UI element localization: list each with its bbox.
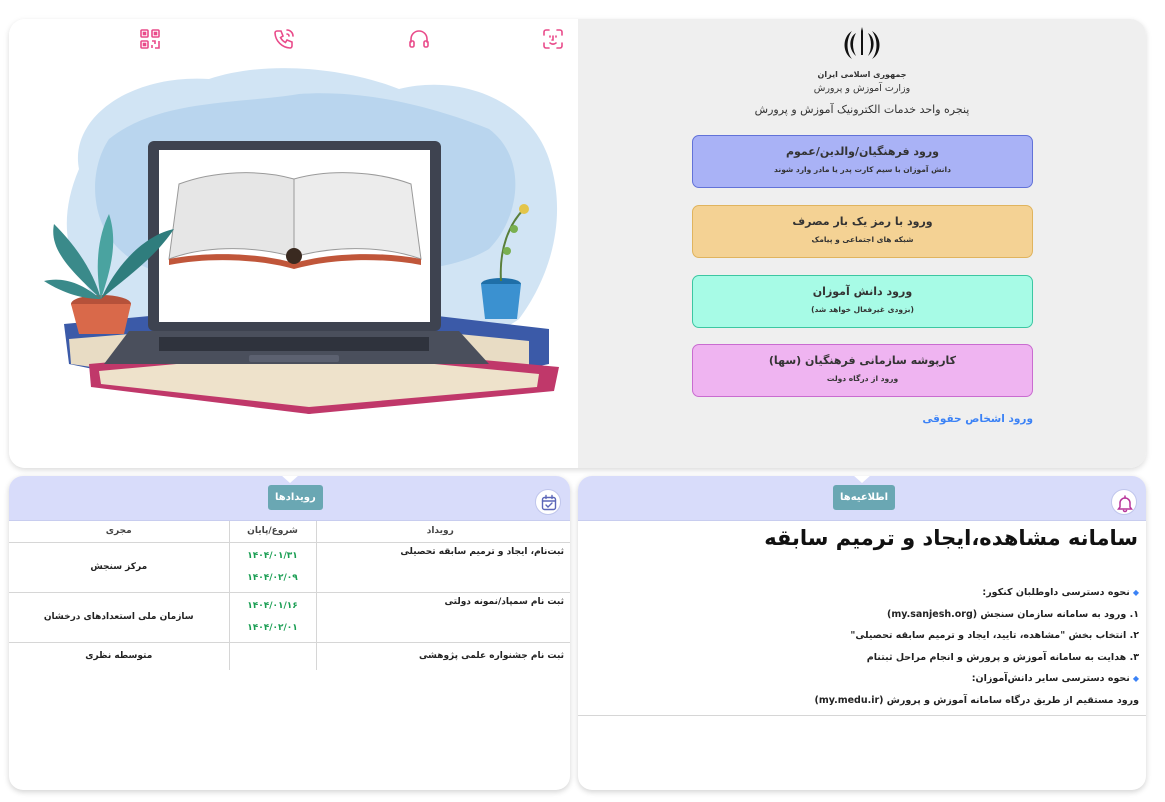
iran-emblem-logo bbox=[842, 25, 882, 61]
news-header bbox=[578, 476, 1146, 521]
login-button-subtitle: دانش آموزان با سیم کارت پدر یا مادر وارد شوند bbox=[774, 165, 951, 174]
news-line-text: ۱. ورود به سامانه سازمان سنجش (my.sanjesh.org) bbox=[887, 609, 1139, 620]
login-button-title: ورود دانش آموزان bbox=[812, 285, 913, 298]
login-button-subtitle: شبکه های اجتماعی و پیامک bbox=[811, 235, 914, 244]
diamond-bullet-icon: ◆ bbox=[1132, 588, 1139, 597]
events-header bbox=[9, 476, 570, 521]
news-title: سامانه مشاهده،ایجاد و ترمیم سابقه bbox=[764, 526, 1138, 550]
event-organizer: متوسطه نظری bbox=[9, 642, 229, 670]
news-line bbox=[887, 609, 1139, 620]
col-header-event: رویداد bbox=[316, 521, 570, 542]
news-line-text: ورود مستقیم از طریق درگاه سامانه آموزش و پرورش (my.medu.ir) bbox=[814, 695, 1139, 706]
event-organizer: مرکز سنجش bbox=[9, 542, 229, 592]
col-header-organizer: مجری bbox=[9, 521, 229, 542]
news-line bbox=[815, 695, 1139, 706]
events-tab-label[interactable]: رویدادها bbox=[268, 485, 323, 510]
news-line-text: ۳. هدایت به سامانه آموزش و پرورش و انجام مراحل ثبتنام bbox=[866, 652, 1139, 663]
news-line bbox=[972, 673, 1139, 684]
login-button-title: کارپوشه سازمانی فرهنگیان (سها) bbox=[768, 354, 957, 367]
ministry-name: وزارت آموزش و پرورش bbox=[813, 83, 911, 94]
events-table-header bbox=[9, 521, 570, 542]
news-line-text: نحوه دسترسی داوطلبان کنکور: bbox=[982, 587, 1130, 598]
event-organizer: سازمان ملی استعدادهای درخشان bbox=[9, 592, 229, 642]
event-name: ثبت نام سمپاد/نمونه دولتی bbox=[316, 592, 570, 642]
table-row[interactable] bbox=[9, 592, 570, 642]
events-card bbox=[9, 476, 570, 790]
news-card bbox=[578, 476, 1146, 790]
table-row[interactable] bbox=[9, 642, 570, 670]
news-tab-label[interactable]: اطلاعیه‌ها bbox=[833, 485, 895, 510]
header-notch bbox=[281, 476, 299, 483]
event-dates bbox=[229, 542, 316, 592]
login-button-title: ورود فرهنگیان/والدین/عموم bbox=[785, 145, 940, 158]
login-saha-button[interactable] bbox=[692, 344, 1033, 397]
laptop-books-illustration bbox=[9, 19, 578, 468]
news-line-text: ۲. انتخاب بخش "مشاهده، تایید، ایجاد و ترمیم سابقه تحصیلی" bbox=[850, 630, 1139, 641]
login-button-title: ورود با رمز یک بار مصرف bbox=[792, 215, 933, 228]
top-card bbox=[9, 19, 1146, 468]
news-body bbox=[578, 521, 1146, 716]
news-line bbox=[867, 652, 1139, 663]
events-table bbox=[9, 521, 570, 670]
news-line bbox=[982, 587, 1139, 598]
event-name: ثبت‌نام، ایجاد و ترمیم سابقه تحصیلی bbox=[316, 542, 570, 592]
event-name: ثبت نام جشنواره علمی پژوهشی bbox=[316, 642, 570, 670]
news-line bbox=[850, 630, 1139, 641]
login-students-button[interactable] bbox=[692, 275, 1033, 328]
legal-entities-login-link[interactable]: ورود اشخاص حقوقی bbox=[922, 413, 1033, 425]
event-start-date: ۱۴۰۴/۰۱/۳۱ bbox=[247, 551, 298, 561]
event-end-date: ۱۴۰۴/۰۲/۰۹ bbox=[247, 573, 298, 583]
event-dates bbox=[229, 592, 316, 642]
event-end-date: ۱۴۰۴/۰۲/۰۱ bbox=[247, 623, 298, 633]
calendar-icon bbox=[535, 489, 561, 515]
event-start-date: ۱۴۰۴/۰۱/۱۶ bbox=[247, 601, 298, 611]
diamond-bullet-icon: ◆ bbox=[1132, 674, 1139, 683]
republic-name: جمهوری اسلامی ایران bbox=[817, 70, 907, 79]
header-notch bbox=[853, 476, 871, 483]
login-staff-parents-button[interactable] bbox=[692, 135, 1033, 188]
login-panel bbox=[578, 19, 1146, 468]
news-line-text: نحوه دسترسی سایر دانش‌آموزان: bbox=[971, 673, 1130, 684]
bell-icon bbox=[1111, 489, 1137, 515]
login-button-subtitle: ورود از درگاه دولت bbox=[826, 374, 899, 383]
col-header-dates: شروع/پایان bbox=[229, 521, 316, 542]
login-otp-button[interactable] bbox=[692, 205, 1033, 258]
portal-title: پنجره واحد خدمات الکترونیک آموزش و پرورش bbox=[754, 103, 970, 116]
table-row[interactable] bbox=[9, 542, 570, 592]
login-button-subtitle: (بزودی غیرفعال خواهد شد) bbox=[811, 305, 914, 314]
event-dates bbox=[229, 642, 316, 670]
hero-illustration bbox=[9, 19, 578, 468]
